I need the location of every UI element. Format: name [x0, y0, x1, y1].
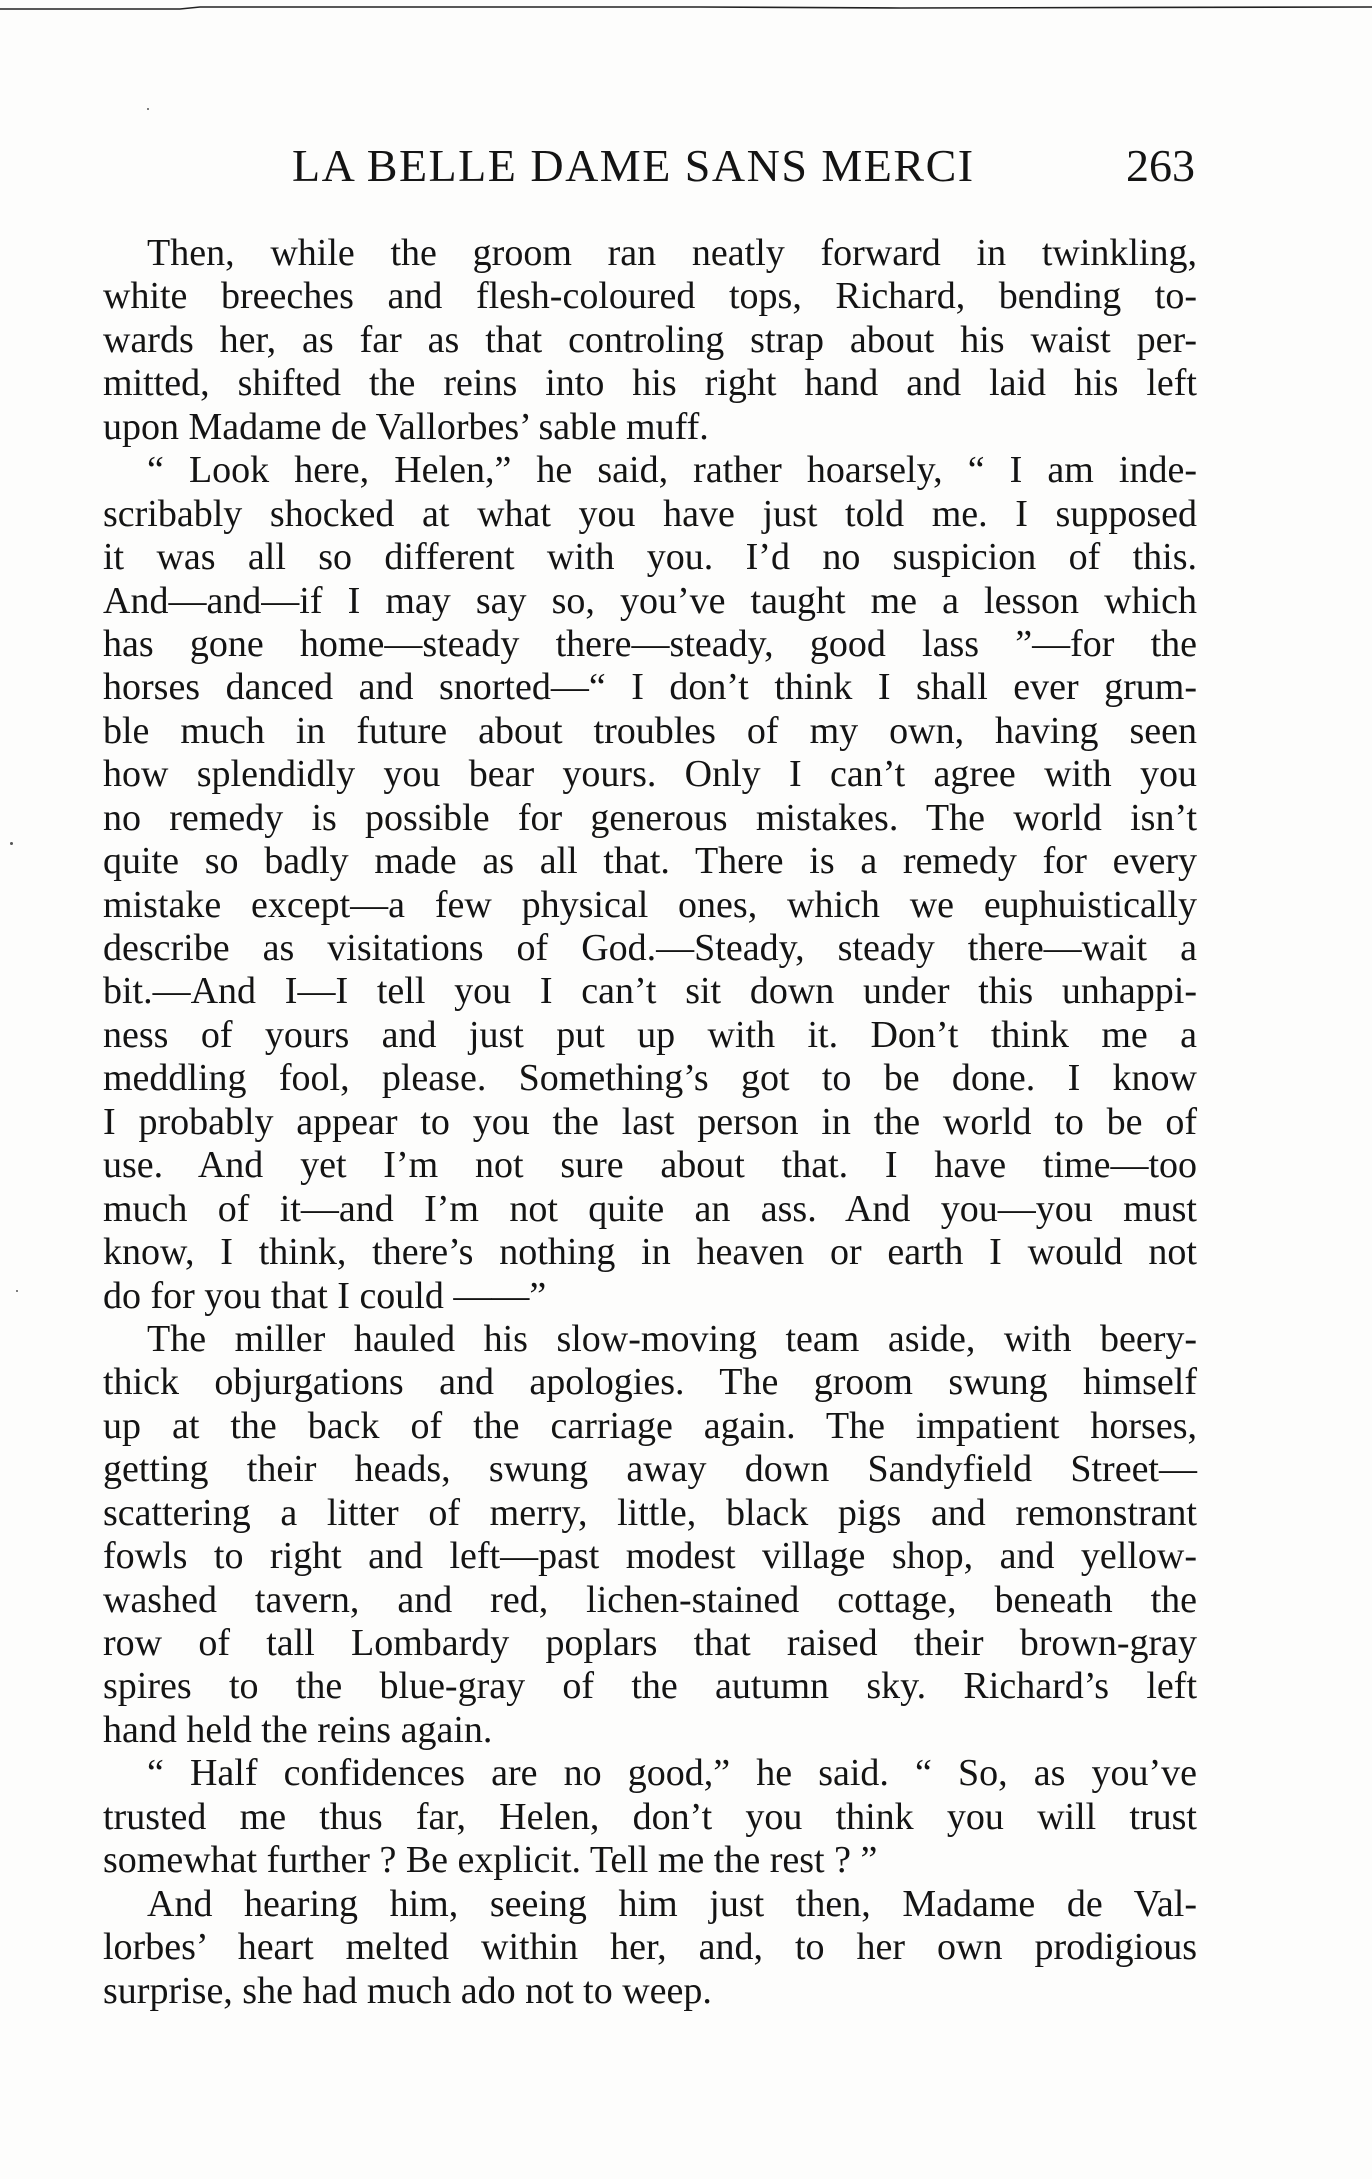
text-line: bit.—And I—I tell you I can’t sit down under this unhappi-: [103, 970, 1197, 1013]
page-header: [0, 136, 1372, 196]
text-line: quite so badly made as all that. There is a remedy for every: [103, 840, 1197, 883]
text-line: white breeches and flesh-coloured tops, Richard, bending to-: [103, 275, 1197, 318]
text-line: “ Half confidences are no good,” he said. “ So, as you’ve: [147, 1752, 1197, 1795]
paper-speck: [147, 108, 149, 110]
page-top-edge-rule: [0, 6, 1372, 12]
text-line: The miller hauled his slow-moving team aside, with beery-: [147, 1317, 1197, 1360]
text-line: ness of yours and just put up with it. Don’t think me a: [103, 1013, 1197, 1056]
text-line: I probably appear to you the last person in the world to be of: [103, 1100, 1197, 1143]
text-line: do for you that I could ——”: [103, 1274, 547, 1317]
text-line: surprise, she had much ado not to weep.: [103, 1969, 712, 2012]
text-line: lorbes’ heart melted within her, and, to her own prodigious: [103, 1926, 1197, 1969]
text-line: washed tavern, and red, lichen-stained cottage, beneath the: [103, 1578, 1197, 1621]
text-line: trusted me thus far, Helen, don’t you think you will trust: [103, 1795, 1197, 1838]
text-line: somewhat further ? Be explicit. Tell me the rest ? ”: [103, 1839, 878, 1882]
text-line: no remedy is possible for generous mistakes. The world isn’t: [103, 796, 1197, 839]
text-line: scattering a litter of merry, little, black pigs and remonstrant: [103, 1491, 1197, 1534]
text-line: row of tall Lombardy poplars that raised their brown-gray: [103, 1622, 1197, 1664]
text-line: hand held the reins again.: [103, 1708, 493, 1751]
text-line: it was all so different with you. I’d no suspicion of this.: [103, 536, 1197, 579]
text-line: how splendidly you bear yours. Only I can’t agree with you: [103, 753, 1197, 796]
body-text: [103, 232, 1197, 2013]
text-line: upon Madame de Vallorbes’ sable muff.: [103, 405, 709, 448]
paper-speck: [16, 1290, 18, 1292]
text-line: know, I think, there’s nothing in heaven or earth I would not: [103, 1231, 1197, 1274]
text-line: thick objurgations and apologies. The groom swung himself: [103, 1361, 1197, 1404]
text-line: And—and—if I may say so, you’ve taught me a lesson which: [103, 579, 1197, 622]
paper-speck: [10, 842, 13, 845]
text-line: horses danced and snorted—“ I don’t think I shall ever grum-: [103, 666, 1197, 709]
text-line: mitted, shifted the reins into his right hand and laid his left: [103, 362, 1197, 405]
text-line: scribably shocked at what you have just told me. I supposed: [103, 492, 1197, 535]
text-line: wards her, as far as that controling strap about his waist per-: [103, 318, 1197, 361]
text-line: meddling fool, please. Something’s got to be done. I know: [103, 1057, 1197, 1100]
text-line: getting their heads, swung away down Sandyfield Street—: [103, 1448, 1197, 1491]
text-line: mistake except—a few physical ones, which we euphuistically: [103, 883, 1197, 926]
text-line: And hearing him, seeing him just then, Madame de Val-: [147, 1882, 1197, 1925]
text-line: fowls to right and left—past modest village shop, and yellow-: [103, 1535, 1197, 1578]
text-line: “ Look here, Helen,” he said, rather hoarsely, “ I am inde-: [147, 449, 1197, 492]
text-line: ble much in future about troubles of my own, having seen: [103, 709, 1197, 752]
text-line: use. And yet I’m not sure about that. I have time—too: [103, 1144, 1197, 1187]
running-title: LA BELLE DAME SANS MERCI: [292, 140, 975, 191]
text-line: much of it—and I’m not quite an ass. And you—you must: [103, 1187, 1197, 1230]
text-line: Then, while the groom ran neatly forward in twinkling,: [147, 232, 1197, 274]
text-line: up at the back of the carriage again. The impatient horses,: [103, 1404, 1197, 1447]
text-line: describe as visitations of God.—Steady, steady there—wait a: [103, 927, 1197, 969]
text-line: spires to the blue-gray of the autumn sky. Richard’s left: [103, 1665, 1197, 1708]
page-number: 263: [1126, 140, 1195, 191]
text-line: has gone home—steady there—steady, good lass ”—for the: [103, 622, 1197, 665]
